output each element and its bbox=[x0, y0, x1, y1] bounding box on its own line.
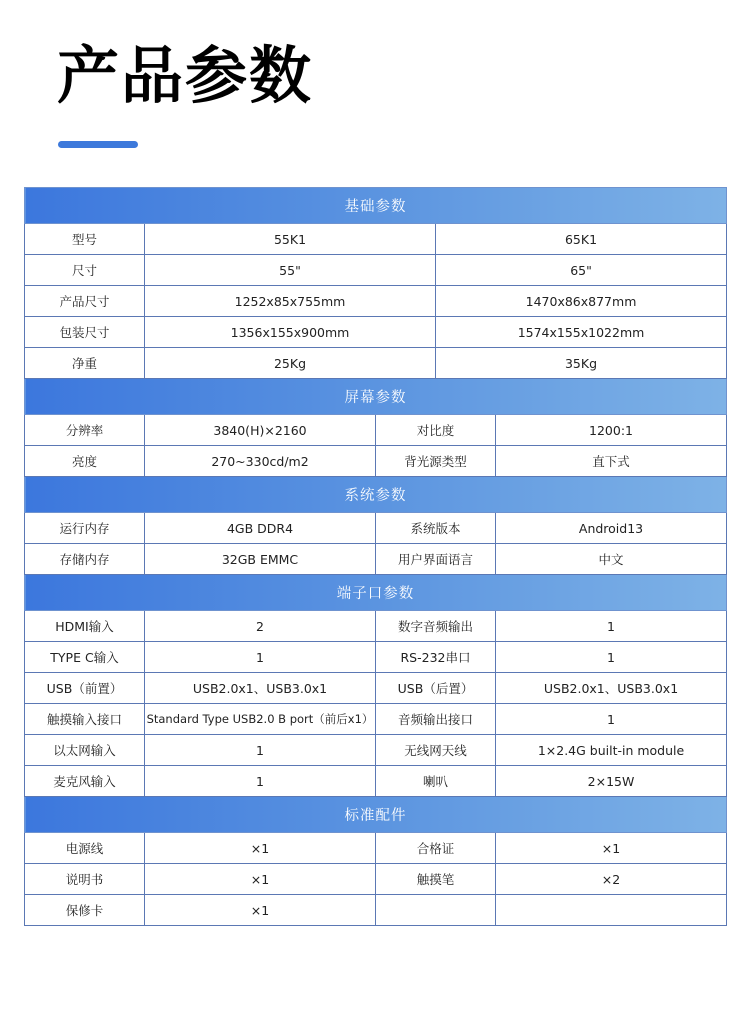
spec-value: Standard Type USB2.0 B port（前后x1） bbox=[145, 704, 376, 735]
section-header-ports bbox=[25, 575, 727, 611]
spec-value: 2 bbox=[145, 611, 376, 642]
table-row bbox=[25, 255, 727, 286]
spec-value: 1574x155x1022mm bbox=[436, 317, 727, 348]
spec-label: 产品尺寸 bbox=[25, 286, 145, 317]
spec-label: 音频输出接口 bbox=[376, 704, 496, 735]
title-underline bbox=[58, 141, 138, 148]
spec-label: 运行内存 bbox=[25, 513, 145, 544]
spec-value: 1356x155x900mm bbox=[145, 317, 436, 348]
section-header-accessories bbox=[25, 797, 727, 833]
table-row bbox=[25, 704, 727, 735]
spec-label: HDMI输入 bbox=[25, 611, 145, 642]
spec-value: 65K1 bbox=[436, 224, 727, 255]
spec-label: 数字音频输出 bbox=[376, 611, 496, 642]
spec-label: 背光源类型 bbox=[376, 446, 496, 477]
spec-value: 3840(H)×2160 bbox=[145, 415, 376, 446]
page-title: 产品参数 bbox=[57, 39, 314, 112]
spec-value: 1252x85x755mm bbox=[145, 286, 436, 317]
spec-label: 电源线 bbox=[25, 833, 145, 864]
spec-label: 型号 bbox=[25, 224, 145, 255]
spec-value: USB2.0x1、USB3.0x1 bbox=[496, 673, 727, 704]
spec-label: RS-232串口 bbox=[376, 642, 496, 673]
section-header-screen bbox=[25, 379, 727, 415]
table-row bbox=[25, 446, 727, 477]
spec-label: 净重 bbox=[25, 348, 145, 379]
table-row bbox=[25, 766, 727, 797]
table-row bbox=[25, 348, 727, 379]
section-title: 标准配件 bbox=[25, 797, 727, 833]
spec-value: ×2 bbox=[496, 864, 727, 895]
table-row bbox=[25, 864, 727, 895]
table-row bbox=[25, 544, 727, 575]
spec-value: 65" bbox=[436, 255, 727, 286]
table-row bbox=[25, 317, 727, 348]
spec-value: USB2.0x1、USB3.0x1 bbox=[145, 673, 376, 704]
spec-label: 无线网天线 bbox=[376, 735, 496, 766]
spec-value: ×1 bbox=[145, 895, 376, 926]
spec-value: ×1 bbox=[145, 833, 376, 864]
spec-label: 以太网输入 bbox=[25, 735, 145, 766]
spec-value: Android13 bbox=[496, 513, 727, 544]
spec-label bbox=[376, 895, 496, 926]
table-row bbox=[25, 415, 727, 446]
table-row bbox=[25, 286, 727, 317]
section-title: 端子口参数 bbox=[25, 575, 727, 611]
table-row bbox=[25, 735, 727, 766]
spec-label: 尺寸 bbox=[25, 255, 145, 286]
section-title: 基础参数 bbox=[25, 188, 727, 224]
spec-value: 55K1 bbox=[145, 224, 436, 255]
table-row bbox=[25, 513, 727, 544]
spec-value: 2×15W bbox=[496, 766, 727, 797]
spec-label: 触摸笔 bbox=[376, 864, 496, 895]
spec-label: 说明书 bbox=[25, 864, 145, 895]
spec-label: 对比度 bbox=[376, 415, 496, 446]
spec-value: 4GB DDR4 bbox=[145, 513, 376, 544]
spec-label: 喇叭 bbox=[376, 766, 496, 797]
section-title: 系统参数 bbox=[25, 477, 727, 513]
section-title: 屏幕参数 bbox=[25, 379, 727, 415]
spec-label: 用户界面语言 bbox=[376, 544, 496, 575]
spec-value: 32GB EMMC bbox=[145, 544, 376, 575]
spec-value: 55" bbox=[145, 255, 436, 286]
spec-value: 1 bbox=[145, 642, 376, 673]
spec-value: 1×2.4G built-in module bbox=[496, 735, 727, 766]
spec-value bbox=[496, 895, 727, 926]
spec-value: 1 bbox=[145, 766, 376, 797]
spec-label: USB（前置） bbox=[25, 673, 145, 704]
spec-value: 270~330cd/m2 bbox=[145, 446, 376, 477]
spec-label: 保修卡 bbox=[25, 895, 145, 926]
spec-label: 分辨率 bbox=[25, 415, 145, 446]
spec-table bbox=[24, 187, 727, 926]
spec-value: 1 bbox=[496, 611, 727, 642]
spec-value: 直下式 bbox=[496, 446, 727, 477]
spec-value: 1200:1 bbox=[496, 415, 727, 446]
spec-label: 亮度 bbox=[25, 446, 145, 477]
spec-value: 1 bbox=[145, 735, 376, 766]
spec-value: 1470x86x877mm bbox=[436, 286, 727, 317]
section-header-basic bbox=[25, 188, 727, 224]
table-row bbox=[25, 642, 727, 673]
spec-label: USB（后置） bbox=[376, 673, 496, 704]
table-row bbox=[25, 224, 727, 255]
spec-value: 1 bbox=[496, 642, 727, 673]
spec-value: 25Kg bbox=[145, 348, 436, 379]
spec-label: 麦克风输入 bbox=[25, 766, 145, 797]
spec-value: 1 bbox=[496, 704, 727, 735]
spec-label: 合格证 bbox=[376, 833, 496, 864]
spec-label: 存储内存 bbox=[25, 544, 145, 575]
spec-value: ×1 bbox=[145, 864, 376, 895]
spec-value: ×1 bbox=[496, 833, 727, 864]
section-header-system bbox=[25, 477, 727, 513]
table-row bbox=[25, 895, 727, 926]
spec-label: 系统版本 bbox=[376, 513, 496, 544]
table-row bbox=[25, 833, 727, 864]
spec-label: 包装尺寸 bbox=[25, 317, 145, 348]
spec-label: 触摸输入接口 bbox=[25, 704, 145, 735]
spec-label: TYPE C输入 bbox=[25, 642, 145, 673]
spec-value: 中文 bbox=[496, 544, 727, 575]
spec-value: 35Kg bbox=[436, 348, 727, 379]
table-row bbox=[25, 673, 727, 704]
table-row bbox=[25, 611, 727, 642]
